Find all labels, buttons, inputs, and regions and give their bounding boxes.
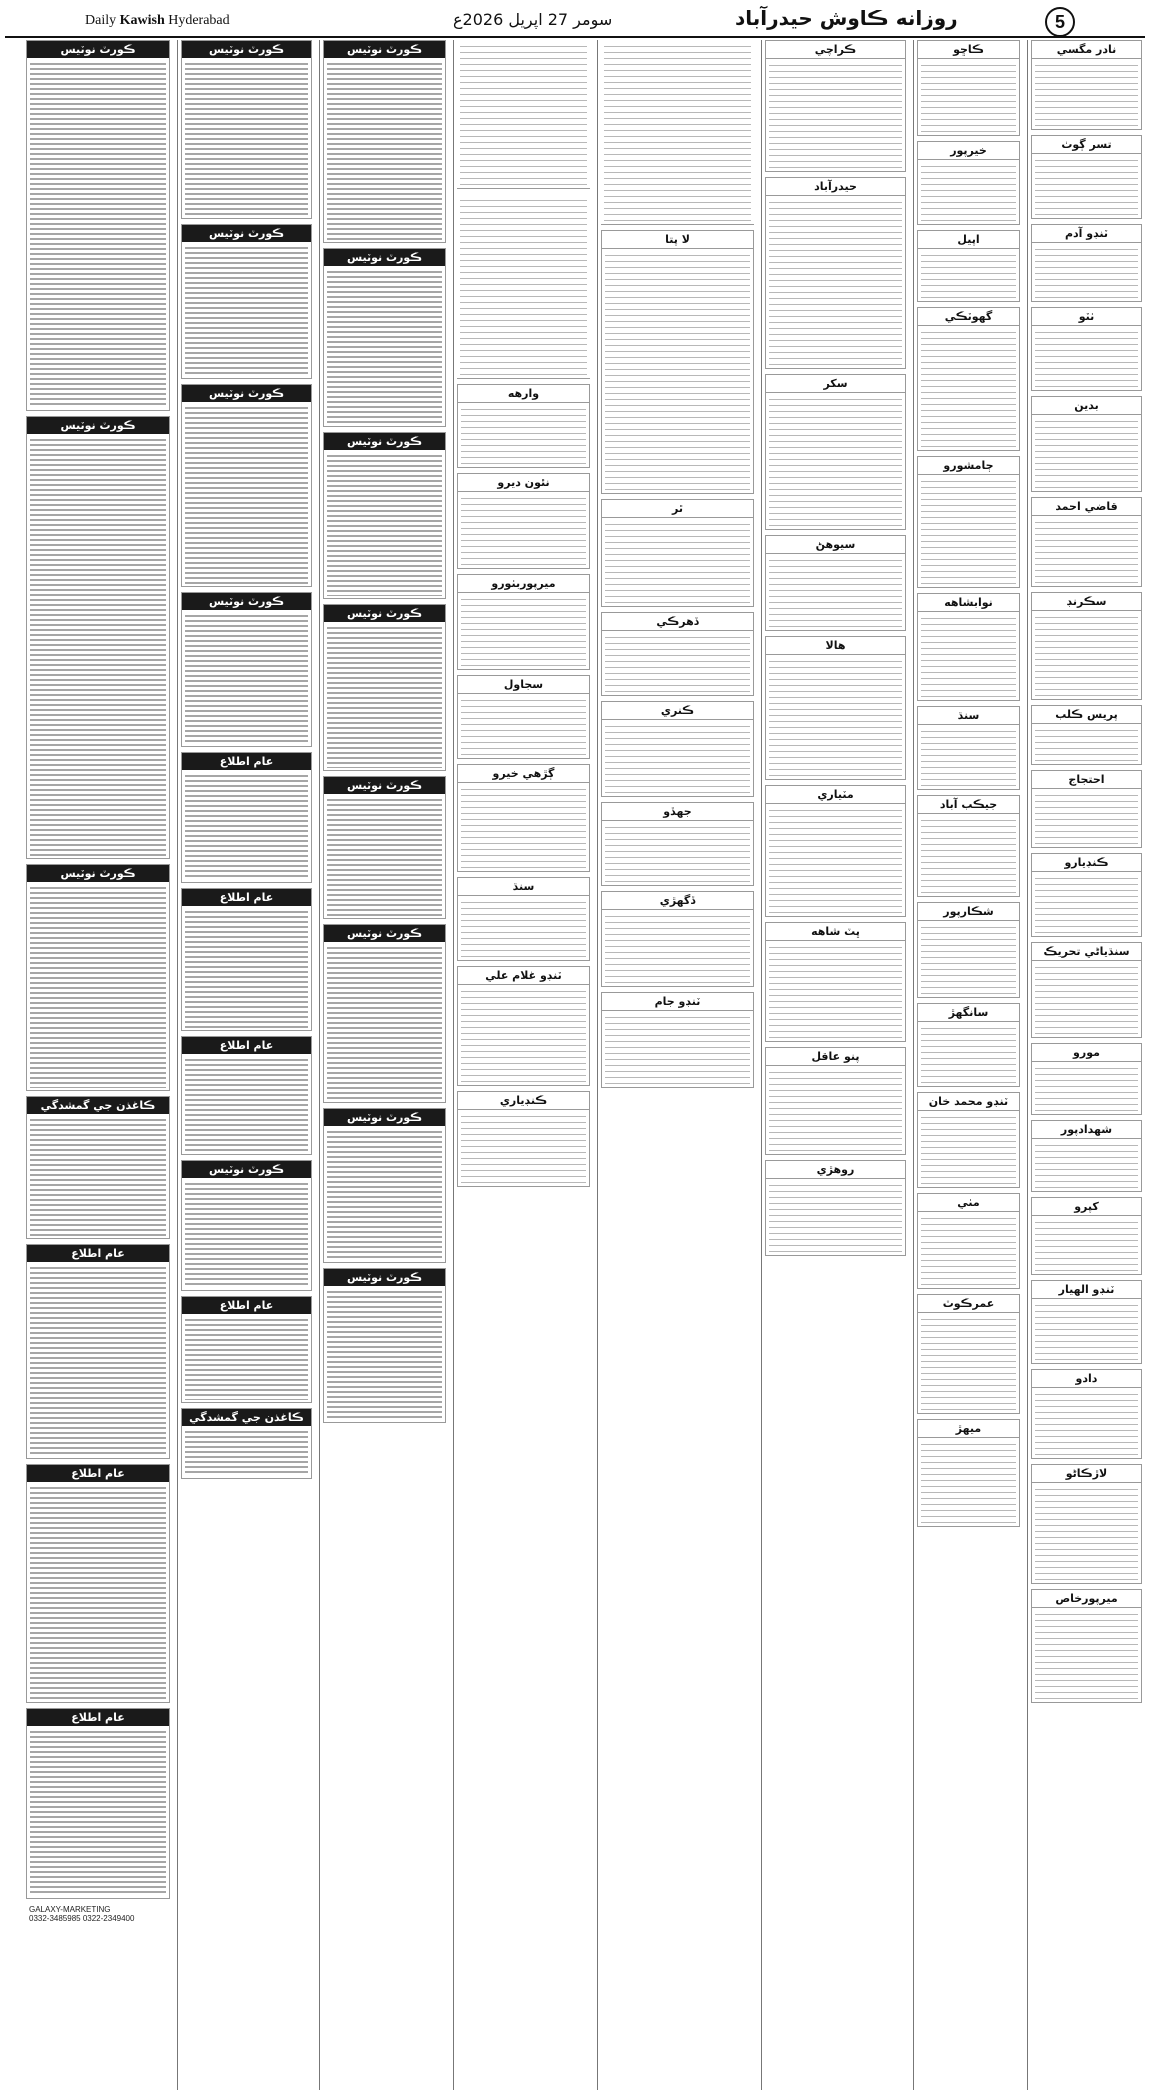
article-headline: ڀٽ شاهه <box>766 923 905 941</box>
article-text-body <box>1035 156 1138 216</box>
article-text-body <box>185 1428 308 1476</box>
article-block <box>457 877 590 961</box>
newspaper-title: روزانه ڪاوش حيدرآباد <box>735 6 958 30</box>
article-text-body <box>1035 518 1138 584</box>
article-block <box>323 604 446 771</box>
article-text-body <box>185 772 308 880</box>
article-text-body <box>327 1128 442 1260</box>
article-text-body <box>1035 245 1138 299</box>
article-headline: پريس ڪلب <box>1032 706 1141 724</box>
article-text-body <box>327 796 442 916</box>
article-text-body <box>769 806 902 914</box>
article-text-body <box>1035 791 1138 845</box>
article-block <box>457 384 590 468</box>
article-block <box>917 307 1020 451</box>
news-column <box>177 40 315 2090</box>
article-text-body <box>921 727 1016 787</box>
article-block <box>601 992 754 1088</box>
article-block <box>601 230 754 494</box>
article-text-body <box>30 1116 166 1236</box>
article-text-body <box>1035 1610 1138 1700</box>
article-headline: عام اطلاع <box>182 889 311 906</box>
article-text-body <box>1035 1485 1138 1581</box>
article-headline: تسر ڳوٺ <box>1032 136 1141 154</box>
article-block <box>1031 1589 1142 1703</box>
article-text-body <box>1035 1390 1138 1456</box>
article-headline: سجاول <box>458 676 589 694</box>
article-block <box>26 40 170 411</box>
article-text-body <box>461 785 586 869</box>
article-text-body <box>460 196 587 376</box>
article-text-body <box>30 1728 166 1896</box>
article-headline: ميرپورخاص <box>1032 1590 1141 1608</box>
article-headline: ڪورٽ نوٽيس <box>27 865 169 882</box>
article-headline: ڪورٽ نوٽيس <box>27 417 169 434</box>
article-headline: ڪورٽ نوٽيس <box>324 1269 445 1286</box>
article-text-body <box>921 923 1016 995</box>
english-prefix: Daily <box>85 13 117 28</box>
article-text-body <box>1035 1301 1138 1361</box>
article-headline: بدين <box>1032 397 1141 415</box>
news-column <box>913 40 1023 2090</box>
article-text-body <box>769 657 902 777</box>
article-headline: ڪنري <box>602 702 753 720</box>
article-text-body <box>461 987 586 1083</box>
article-block <box>765 40 906 172</box>
article-headline: ڪورٽ نوٽيس <box>324 925 445 942</box>
article-text-body <box>327 60 442 240</box>
article-block <box>26 1708 170 1899</box>
article-block <box>765 177 906 369</box>
article-text-body <box>1035 726 1138 762</box>
article-headline: شهدادپور <box>1032 1121 1141 1139</box>
article-block <box>601 891 754 987</box>
article-block <box>1031 1280 1142 1364</box>
article-text-body <box>460 42 587 186</box>
article-block <box>457 966 590 1086</box>
article-block <box>181 888 312 1031</box>
agency-phone: 0332-3485985 0322-2349400 <box>29 1914 135 1923</box>
article-block <box>917 141 1020 225</box>
article-headline: ڪورٽ نوٽيس <box>324 433 445 450</box>
article-block <box>181 752 312 883</box>
article-headline: لا پتا <box>602 231 753 249</box>
article-text-body <box>461 1112 586 1184</box>
article-text-body <box>921 1024 1016 1084</box>
article-block <box>457 574 590 670</box>
article-block <box>1031 1369 1142 1459</box>
article-text-body <box>921 328 1016 448</box>
article-headline: ميرپوربٺورو <box>458 575 589 593</box>
article-block <box>917 593 1020 701</box>
article-headline: ٽنڊو غلام علي <box>458 967 589 985</box>
article-text-body <box>769 1068 902 1152</box>
article-headline: ڳڙهي خيرو <box>458 765 589 783</box>
news-column <box>453 40 593 2090</box>
article-headline: ڪورٽ نوٽيس <box>324 41 445 58</box>
article-headline: ڏهرڪي <box>602 613 753 631</box>
english-name: Kawish <box>119 13 165 28</box>
article-text-body <box>921 61 1016 133</box>
article-block <box>457 764 590 872</box>
news-column <box>761 40 909 2090</box>
article-block <box>323 776 446 919</box>
article-headline: ميهڙ <box>918 1420 1019 1438</box>
article-text-body <box>921 162 1016 222</box>
article-headline: ٺٽو <box>1032 308 1141 326</box>
article-text-body <box>327 944 442 1100</box>
article-text-body <box>327 624 442 768</box>
article-text-body <box>1035 1218 1138 1272</box>
article-text-body <box>30 60 166 408</box>
article-block <box>917 40 1020 136</box>
article-text-body <box>769 556 902 628</box>
article-block <box>181 384 312 587</box>
article-block <box>917 1419 1020 1527</box>
article-text-body <box>185 404 308 584</box>
article-headline: مٽياري <box>766 786 905 804</box>
article-block <box>1031 224 1142 302</box>
article-text-body <box>327 1288 442 1420</box>
article-headline: سکر <box>766 375 905 393</box>
article-block <box>765 922 906 1042</box>
article-block <box>1031 592 1142 700</box>
article-headline: احتجاج <box>1032 771 1141 789</box>
article-text-body <box>1035 61 1138 127</box>
article-block <box>917 795 1020 897</box>
article-headline: سنڌياڻي تحريڪ <box>1032 943 1141 961</box>
article-block <box>601 612 754 696</box>
article-headline: گهوٽڪي <box>918 308 1019 326</box>
article-headline: عام اطلاع <box>182 753 311 770</box>
news-column <box>1027 40 1145 2090</box>
article-block <box>601 40 754 225</box>
article-block <box>765 785 906 917</box>
article-block <box>457 1091 590 1187</box>
article-headline: حيدرآباد <box>766 178 905 196</box>
article-block <box>26 1464 170 1703</box>
article-text-body <box>921 1113 1016 1185</box>
article-headline: سنڌ <box>458 878 589 896</box>
article-block <box>457 40 590 189</box>
article-block <box>323 1268 446 1423</box>
article-block <box>323 40 446 243</box>
article-text-body <box>185 1056 308 1152</box>
article-block <box>1031 1464 1142 1584</box>
article-headline: پنو عاقل <box>766 1048 905 1066</box>
article-headline: عام اطلاع <box>27 1709 169 1726</box>
article-headline: سانگهڙ <box>918 1004 1019 1022</box>
article-text-body <box>1035 1141 1138 1189</box>
article-block <box>601 499 754 607</box>
article-text-body <box>604 42 751 222</box>
article-block <box>917 902 1020 998</box>
article-block <box>765 535 906 631</box>
article-block <box>1031 853 1142 937</box>
article-headline: دادو <box>1032 1370 1141 1388</box>
article-headline: ڪورٽ نوٽيس <box>182 593 311 610</box>
article-headline: اپيل <box>918 231 1019 249</box>
article-headline: مٺي <box>918 1194 1019 1212</box>
article-headline: عام اطلاع <box>182 1297 311 1314</box>
article-block <box>1031 135 1142 219</box>
news-column <box>23 40 173 2090</box>
article-headline: خيرپور <box>918 142 1019 160</box>
article-text-body <box>30 884 166 1088</box>
article-headline: ٽنڊو آدم <box>1032 225 1141 243</box>
article-headline: ڪراچي <box>766 41 905 59</box>
article-block <box>917 1294 1020 1414</box>
article-headline: عام اطلاع <box>27 1465 169 1482</box>
article-text-body <box>605 520 750 604</box>
article-text-body <box>1035 1064 1138 1112</box>
article-block <box>457 675 590 759</box>
article-text-body <box>461 595 586 667</box>
article-block <box>1031 497 1142 587</box>
article-headline: ڪورٽ نوٽيس <box>324 249 445 266</box>
article-block <box>181 1296 312 1403</box>
article-text-body <box>185 1180 308 1288</box>
article-headline: ٿر <box>602 500 753 518</box>
masthead <box>5 4 1145 38</box>
article-text-body <box>921 477 1016 585</box>
article-text-body <box>185 60 308 216</box>
english-city: Hyderabad <box>168 13 230 28</box>
article-block <box>26 416 170 859</box>
article-text-body <box>921 614 1016 698</box>
article-headline: وارهه <box>458 385 589 403</box>
article-text-body <box>327 268 442 424</box>
news-column <box>319 40 449 2090</box>
article-text-body <box>461 898 586 958</box>
article-headline: ڪورٽ نوٽيس <box>182 385 311 402</box>
article-headline: سڪرنڊ <box>1032 593 1141 611</box>
article-block <box>181 592 312 747</box>
ad-agency-footer <box>26 1904 170 1924</box>
article-block <box>917 456 1020 588</box>
article-block <box>181 1408 312 1479</box>
article-block <box>181 1036 312 1155</box>
article-text-body <box>461 696 586 756</box>
article-text-body <box>185 244 308 376</box>
article-text-body <box>1035 417 1138 489</box>
news-column <box>597 40 757 2090</box>
article-block <box>1031 1120 1142 1192</box>
article-text-body <box>327 452 442 596</box>
article-text-body <box>185 612 308 744</box>
article-block <box>601 701 754 797</box>
article-headline: ڪنڊيارو <box>1032 854 1141 872</box>
article-block <box>917 1092 1020 1188</box>
article-text-body <box>1035 613 1138 697</box>
article-text-body <box>769 1181 902 1253</box>
article-block <box>323 924 446 1103</box>
article-text-body <box>921 1315 1016 1411</box>
article-block <box>457 194 590 379</box>
article-text-body <box>769 395 902 527</box>
article-headline: عام اطلاع <box>27 1245 169 1262</box>
article-block <box>1031 40 1142 130</box>
article-block <box>601 802 754 886</box>
article-text-body <box>921 251 1016 299</box>
column-grid <box>5 40 1145 2090</box>
article-text-body <box>605 251 750 491</box>
article-headline: ڪاغذن جي گمشدگي <box>182 1409 311 1426</box>
article-text-body <box>461 405 586 465</box>
article-block <box>1031 1043 1142 1115</box>
article-text-body <box>1035 328 1138 388</box>
article-headline: ڪاڇو <box>918 41 1019 59</box>
article-block <box>765 1160 906 1256</box>
article-headline: نادر مگسي <box>1032 41 1141 59</box>
article-headline: جهڏو <box>602 803 753 821</box>
article-block <box>323 248 446 427</box>
article-block <box>917 706 1020 790</box>
article-text-body <box>185 908 308 1028</box>
article-headline: عام اطلاع <box>182 1037 311 1054</box>
article-headline: ٽنڊو جام <box>602 993 753 1011</box>
article-block <box>917 1003 1020 1087</box>
article-block <box>323 1108 446 1263</box>
article-block <box>323 432 446 599</box>
agency-name: GALAXY-MARKETING <box>29 1905 111 1914</box>
article-block <box>26 1096 170 1239</box>
article-text-body <box>461 494 586 566</box>
article-block <box>457 473 590 569</box>
article-headline: مورو <box>1032 1044 1141 1062</box>
article-text-body <box>769 61 902 169</box>
article-text-body <box>605 722 750 794</box>
article-headline: ڪورٽ نوٽيس <box>324 777 445 794</box>
article-block <box>1031 1197 1142 1275</box>
article-headline: ڪاغذن جي گمشدگي <box>27 1097 169 1114</box>
article-headline: روهڙي <box>766 1161 905 1179</box>
article-text-body <box>605 823 750 883</box>
issue-date: سومر 27 اپريل 2026ع <box>453 10 613 29</box>
article-text-body <box>605 1013 750 1085</box>
article-headline: ٽنڊو محمد خان <box>918 1093 1019 1111</box>
article-headline: ڪورٽ نوٽيس <box>182 1161 311 1178</box>
article-headline: ڏگهڙي <box>602 892 753 910</box>
article-headline: ڪورٽ نوٽيس <box>182 41 311 58</box>
article-text-body <box>605 633 750 693</box>
english-masthead <box>85 13 230 29</box>
article-block <box>181 224 312 379</box>
article-text-body <box>921 1214 1016 1286</box>
article-text-body <box>30 1484 166 1700</box>
article-headline: کپرو <box>1032 1198 1141 1216</box>
article-headline: هالا <box>766 637 905 655</box>
article-block <box>26 1244 170 1459</box>
article-block <box>917 1193 1020 1289</box>
article-headline: جيڪب آباد <box>918 796 1019 814</box>
page-number-badge: 5 <box>1045 7 1075 37</box>
article-block <box>765 636 906 780</box>
article-block <box>26 864 170 1091</box>
article-block <box>181 40 312 219</box>
article-headline: عمرڪوٽ <box>918 1295 1019 1313</box>
article-text-body <box>605 912 750 984</box>
article-headline: لاڙڪاڻو <box>1032 1465 1141 1483</box>
article-block <box>1031 307 1142 391</box>
article-headline: ڪنڊياري <box>458 1092 589 1110</box>
article-headline: سنڌ <box>918 707 1019 725</box>
article-block <box>765 1047 906 1155</box>
article-text-body <box>1035 874 1138 934</box>
article-text-body <box>921 816 1016 894</box>
article-text-body <box>769 943 902 1039</box>
article-block <box>1031 942 1142 1038</box>
article-headline: شڪارپور <box>918 903 1019 921</box>
article-text-body <box>185 1316 308 1400</box>
article-block <box>917 230 1020 302</box>
article-block <box>1031 770 1142 848</box>
article-text-body <box>1035 963 1138 1035</box>
article-block <box>1031 396 1142 492</box>
article-headline: ڪورٽ نوٽيس <box>324 605 445 622</box>
article-headline: نوابشاهه <box>918 594 1019 612</box>
article-headline: ڪورٽ نوٽيس <box>182 225 311 242</box>
article-block <box>765 374 906 530</box>
article-block <box>1031 705 1142 765</box>
article-text-body <box>769 198 902 366</box>
article-headline: ڪورٽ نوٽيس <box>324 1109 445 1126</box>
article-headline: ڄامشورو <box>918 457 1019 475</box>
article-text-body <box>921 1440 1016 1524</box>
article-text-body <box>30 1264 166 1456</box>
article-headline: قاضي احمد <box>1032 498 1141 516</box>
article-headline: ڪورٽ نوٽيس <box>27 41 169 58</box>
article-headline: ٽنڊو الهيار <box>1032 1281 1141 1299</box>
article-text-body <box>30 436 166 856</box>
article-headline: سيوهڻ <box>766 536 905 554</box>
article-headline: نئون ديرو <box>458 474 589 492</box>
article-block <box>181 1160 312 1291</box>
